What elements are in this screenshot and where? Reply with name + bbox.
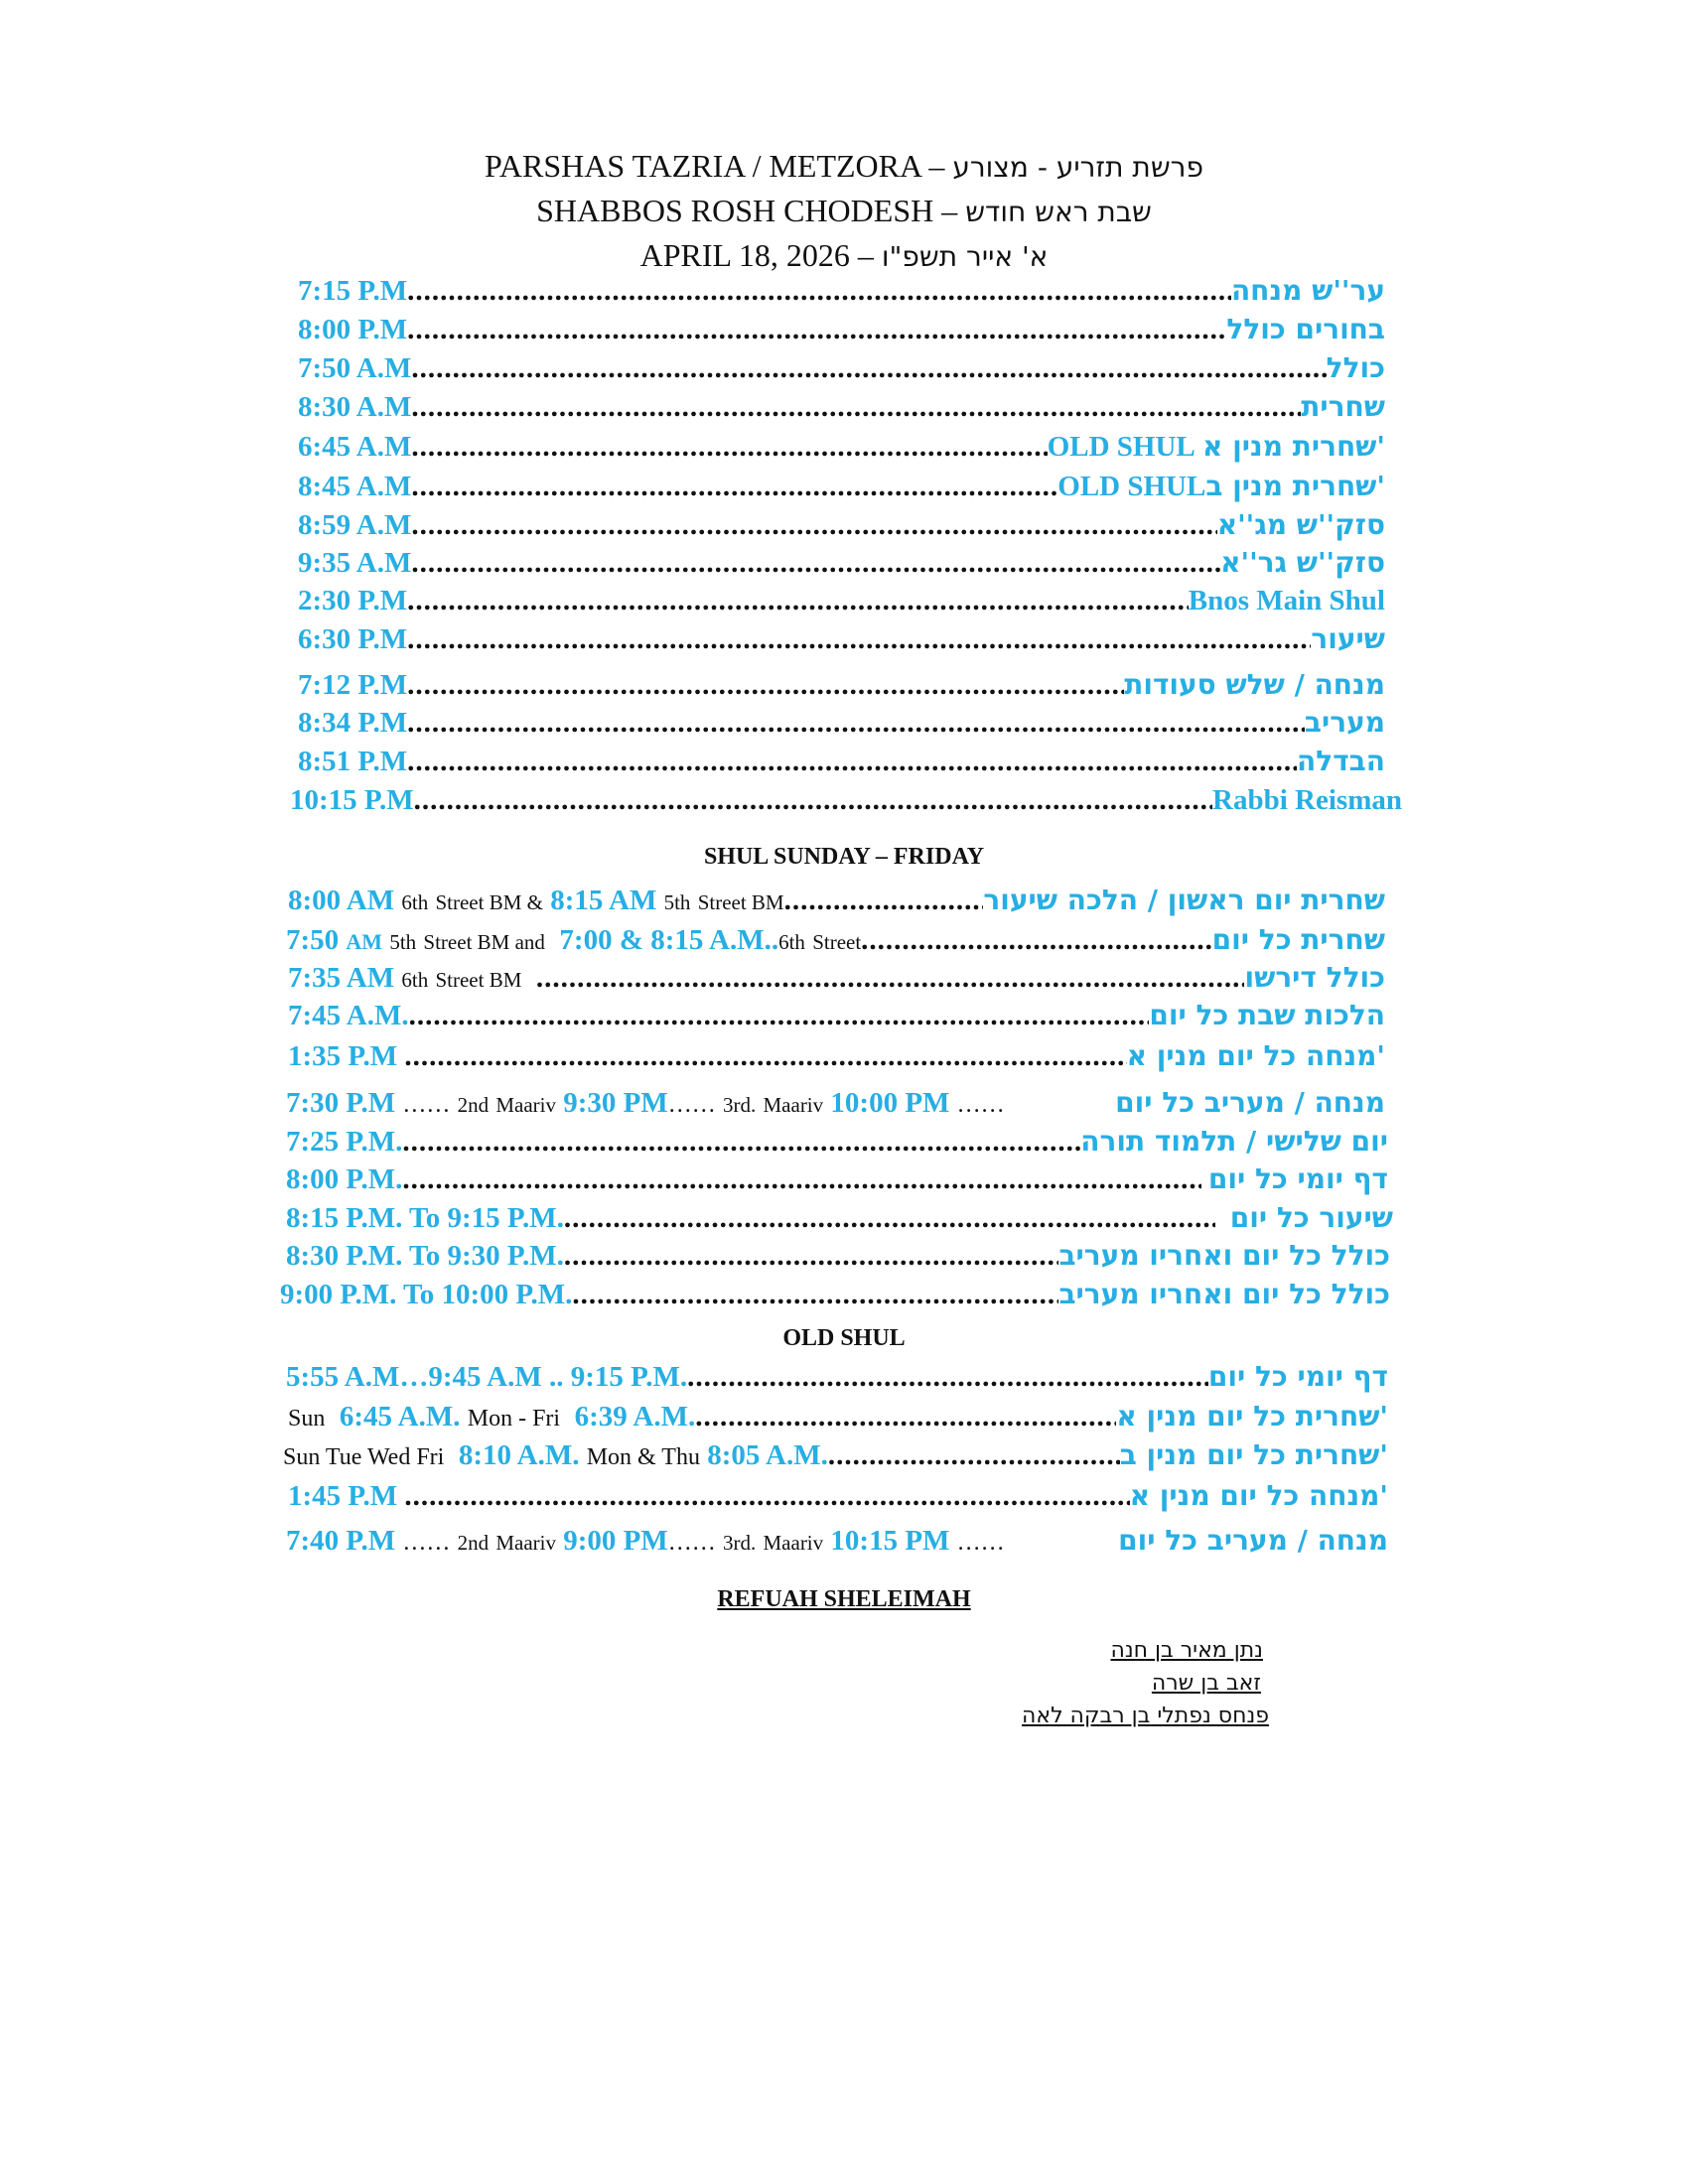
schedule-row: Sun 6:45 A.M. Mon - Fri 6:39 A.M. ..... שחרית כל יום מנין א' [288, 1400, 1388, 1433]
schedule-row: 8:00 AM 6 th Street BM & 8:15 AM 5 th Street BM ..... שחרית יום ראשון / הלכה שיעור [288, 884, 1385, 917]
schedule-row: 7:15 P.M ..... ער''ש מנחה [298, 274, 1385, 308]
schedule-row: 2:30 P.M ..... Bnos Main Shul [298, 585, 1385, 617]
refuah-name: נתן מאיר בן חנה [1110, 1638, 1263, 1663]
schedule-row: 9:35 A.M ..... סזק''ש גר''א [298, 546, 1385, 580]
schedule-row: 8:00 P.M ..... בחורים כולל [298, 313, 1385, 346]
schedule-row: 7:50 AM 5 th Street BM and 7:00 & 8:15 A.M.. 6 th Street ..... שחרית כל יום [286, 923, 1385, 957]
schedule-row: 10:15 P.M ..... Rabbi Reisman [290, 784, 1402, 817]
refuah-name: זאב בן שרה [1151, 1671, 1261, 1696]
schedule-row: 7:45 A.M. ..... הלכות שבת כל יום [288, 999, 1385, 1032]
schedule-row: 8:51 P.M ..... הבדלה [298, 745, 1385, 778]
schedule-row: 7:12 P.M ..... מנחה / שלש סעודות [298, 668, 1385, 702]
schedule-row: 1:45 P.M ..... מנחה כל יום מנין א' [288, 1479, 1388, 1513]
schedule-row: 7:35 AM 6 th Street BM ..... כולל דירשו [288, 961, 1385, 995]
refuah-name: פנחס נפתלי בן רבקה לאה [1021, 1704, 1269, 1728]
header-line-3: APRIL 18, 2026 – א' אייר תשפ"ו [639, 237, 1049, 273]
schedule-row: 1:35 P.M ..... מנחה כל יום מנין א' [288, 1039, 1385, 1073]
section-title-old-shul: OLD SHUL [782, 1325, 906, 1351]
section-title-shul-weekday: SHUL SUNDAY – FRIDAY [703, 844, 985, 870]
header-line-1: PARSHAS TAZRIA / METZORA – פרשת תזריע - מצורע [485, 148, 1203, 184]
schedule-row: 7:30 P.M …… 2 nd Maariv 9:30 PM …… 3 rd. Maariv 10:00 PM …… מנחה / מעריב כל יום [286, 1086, 1385, 1119]
schedule-row: 6:45 A.M ..... OLD SHUL שחרית מנין א' [298, 430, 1385, 464]
schedule-row: 5:55 A.M…9:45 A.M .. 9:15 P.M. ..... דף יומי כל יום [286, 1360, 1388, 1394]
schedule-row: 8:59 A.M ..... סזק''ש מג''א [298, 508, 1385, 542]
schedule-row: 8:15 P.M. To 9:15 P.M. ..... שיעור כל יום [286, 1201, 1393, 1235]
schedule-row: 9:00 P.M. To 10:00 P.M. ..... כולל כל יום ואחריו מעריב [280, 1278, 1390, 1311]
refuah-title: REFUAH SHELEIMAH [717, 1586, 971, 1612]
schedule-row: 7:25 P.M. ..... יום שלישי / תלמוד תורה [286, 1125, 1388, 1159]
schedule-row: 6:30 P.M ..... שיעור [298, 622, 1385, 656]
schedule-row: 8:00 P.M. ..... דף יומי כל יום [286, 1162, 1388, 1196]
header-line-2: SHABBOS ROSH CHODESH – שבת ראש חודש [536, 193, 1152, 228]
schedule-row: Sun Tue Wed Fri 8:10 A.M. Mon & Thu 8:05 A.M. ..... שחרית כל יום מנין ב' [283, 1438, 1388, 1472]
schedule-row: 8:30 A.M ..... שחרית [298, 390, 1385, 424]
schedule-row: 7:40 P.M …… 2 nd Maariv 9:00 PM …… 3 rd. Maariv 10:15 PM …… מנחה / מעריב כל יום [286, 1524, 1388, 1557]
schedule-row: 8:45 A.M ..... OLD SHUL שחרית מנין ב' [298, 470, 1385, 503]
schedule-row: 8:30 P.M. To 9:30 P.M. ..... כולל כל יום ואחריו מעריב [286, 1239, 1390, 1273]
schedule-row: 8:34 P.M ..... מעריב [298, 706, 1385, 740]
schedule-row: 7:50 A.M ..... כולל [298, 351, 1385, 385]
